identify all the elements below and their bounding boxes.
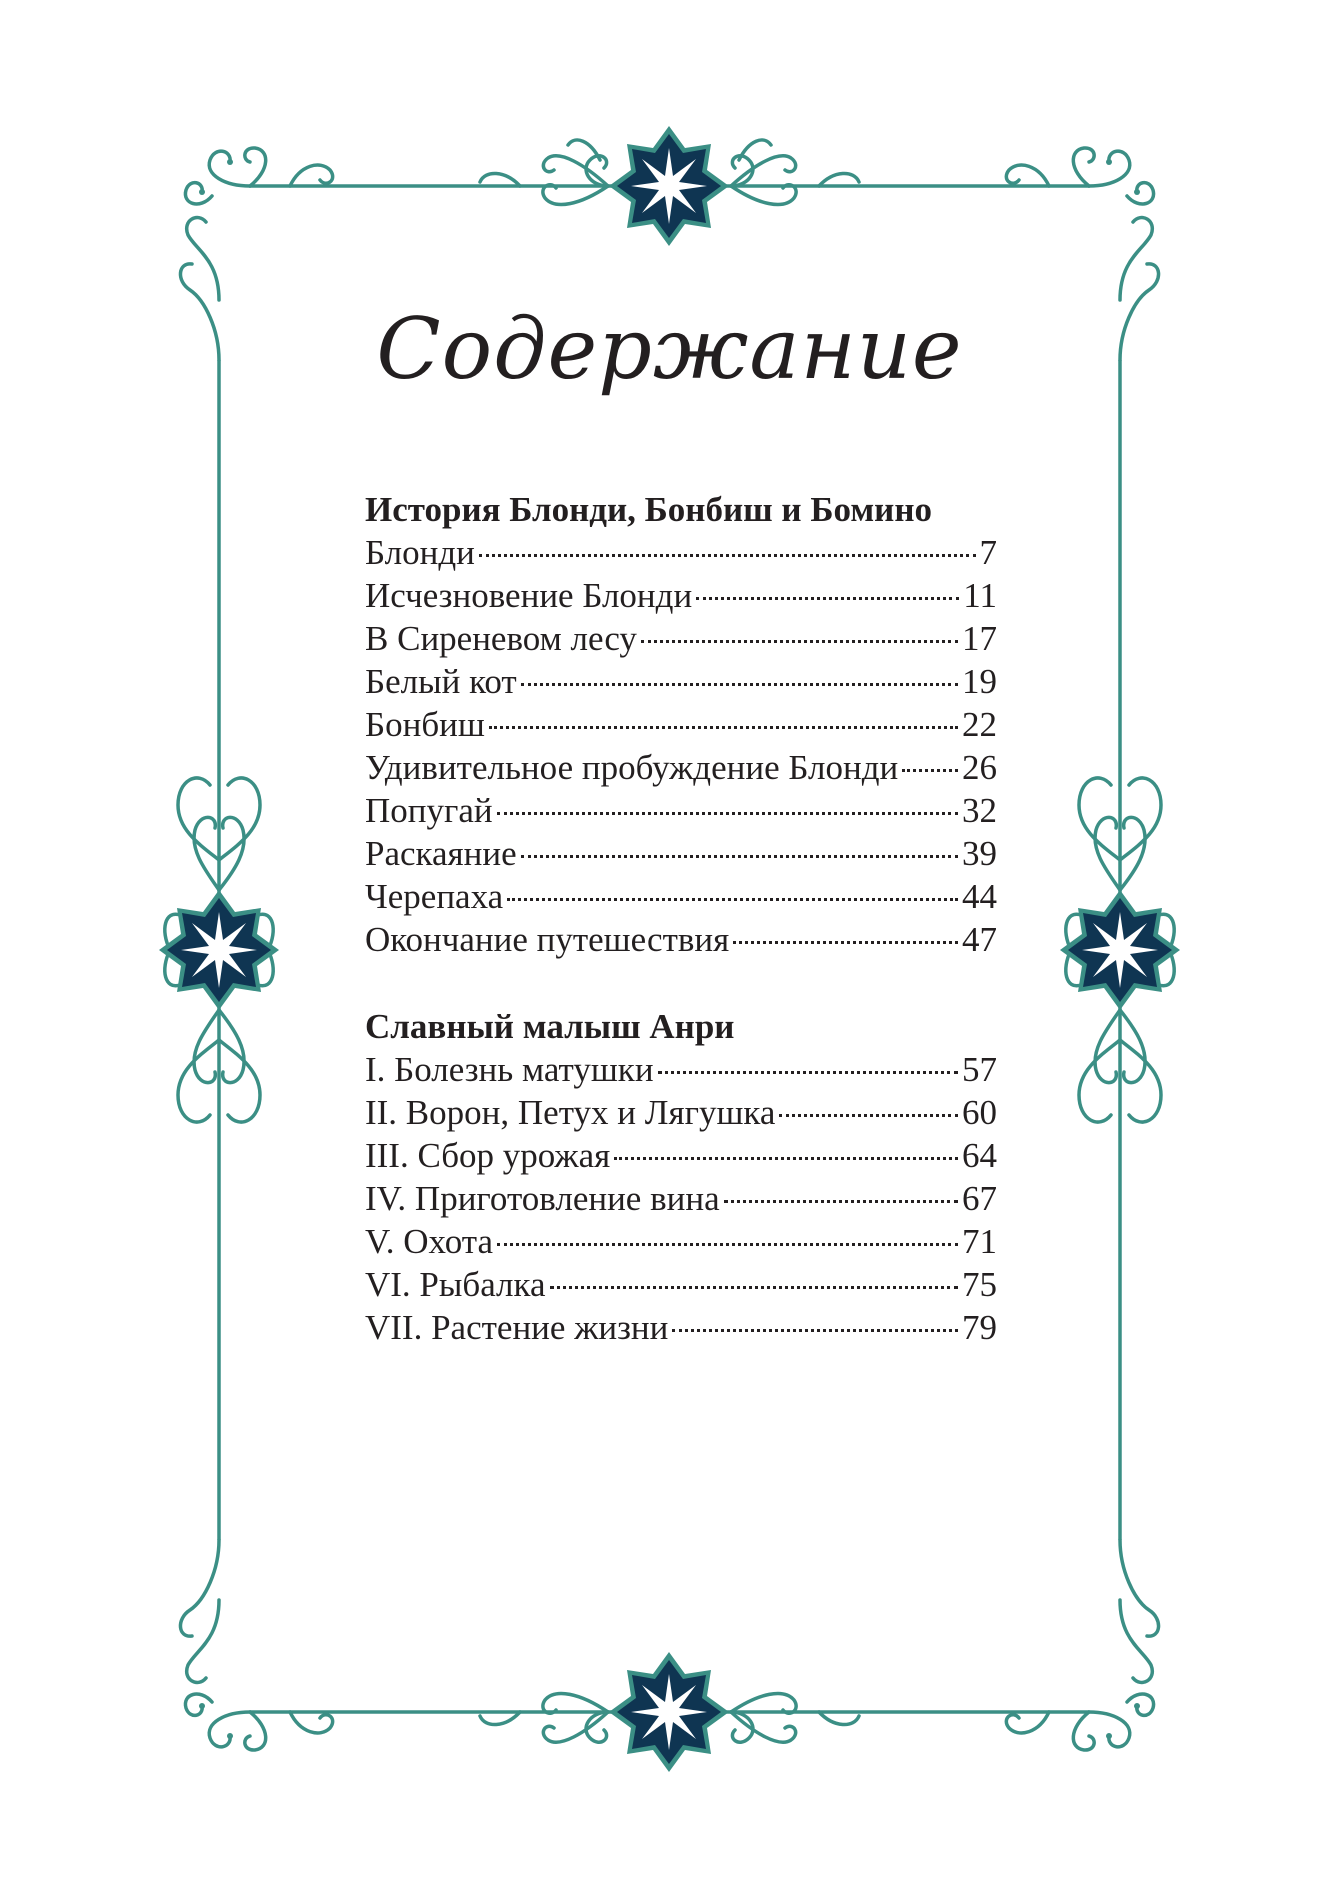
toc-entry xyxy=(365,1134,997,1177)
toc-entry xyxy=(365,789,997,832)
toc-entry-label: Попугай xyxy=(365,791,493,830)
toc-entry-label: Раскаяние xyxy=(365,834,517,873)
section-title: История Блонди, Бонбиш и Бомино xyxy=(365,490,932,529)
dot-leader xyxy=(779,1114,958,1117)
toc-entry-label: I. Болезнь матушки xyxy=(365,1050,654,1089)
toc-entry-page: 57 xyxy=(962,1050,997,1089)
dot-leader xyxy=(696,597,959,600)
toc-entry xyxy=(365,531,997,574)
toc-entry xyxy=(365,1220,997,1263)
dot-leader xyxy=(521,855,958,858)
dot-leader xyxy=(479,554,976,557)
toc-entry-label: Белый кот xyxy=(365,662,517,701)
toc-entry-page: 17 xyxy=(962,619,997,658)
toc-entry xyxy=(365,832,997,875)
dot-leader xyxy=(724,1200,958,1203)
toc-entry xyxy=(365,1306,997,1349)
toc-entry-label: II. Ворон, Петух и Лягушка xyxy=(365,1093,776,1132)
toc-entry-page: 44 xyxy=(962,877,997,916)
page-title: Содержание xyxy=(376,300,963,398)
toc-entry-label: Окончание путешествия xyxy=(365,920,730,959)
toc-entry xyxy=(365,1048,997,1091)
toc-entry-page: 7 xyxy=(979,533,997,572)
dot-leader xyxy=(507,898,958,901)
toc-entry-page: 47 xyxy=(962,920,997,959)
toc-entry-page: 32 xyxy=(962,791,997,830)
dot-leader xyxy=(641,640,958,643)
toc-section-1 xyxy=(365,488,997,961)
toc-entry-label: VII. Растение жизни xyxy=(365,1308,669,1347)
toc-entry-label: Бонбиш xyxy=(365,705,485,744)
toc-entry-label: Черепаха xyxy=(365,877,504,916)
dot-leader xyxy=(489,726,958,729)
dot-leader xyxy=(733,941,958,944)
dot-leader xyxy=(614,1157,958,1160)
dot-leader xyxy=(497,1243,958,1246)
toc-entry xyxy=(365,918,997,961)
toc-entry-page: 64 xyxy=(962,1136,997,1175)
toc-entry xyxy=(365,875,997,918)
toc-entry xyxy=(365,1177,997,1220)
toc-entry-label: V. Охота xyxy=(365,1222,494,1261)
toc-entry xyxy=(365,746,997,789)
dot-leader xyxy=(550,1286,958,1289)
toc-entry-page: 22 xyxy=(962,705,997,744)
toc-entry-page: 39 xyxy=(962,834,997,873)
toc-entry xyxy=(365,1091,997,1134)
toc-entry xyxy=(365,703,997,746)
toc-entry-page: 71 xyxy=(962,1222,997,1261)
toc-entry-page: 19 xyxy=(962,662,997,701)
toc-entry-label: Блонди xyxy=(365,533,475,572)
toc-entry xyxy=(365,660,997,703)
toc-entry-page: 79 xyxy=(962,1308,997,1347)
dot-leader xyxy=(497,812,958,815)
toc-entry-page: 60 xyxy=(962,1093,997,1132)
toc-entry xyxy=(365,1263,997,1306)
dot-leader xyxy=(672,1329,958,1332)
toc-entry xyxy=(365,617,997,660)
dot-leader xyxy=(521,683,958,686)
toc-entry-label: VI. Рыбалка xyxy=(365,1265,546,1304)
section-title: Славный малыш Анри xyxy=(365,1007,735,1046)
toc-entry-label: III. Сбор урожая xyxy=(365,1136,611,1175)
toc-entry-label: В Сиреневом лесу xyxy=(365,619,637,658)
toc-entry-label: IV. Приготовление вина xyxy=(365,1179,720,1218)
toc-entry-label: Исчезновение Блонди xyxy=(365,576,693,615)
toc-entry xyxy=(365,574,997,617)
toc-entry-page: 75 xyxy=(962,1265,997,1304)
dot-leader xyxy=(658,1071,958,1074)
toc-entry-label: Удивительное пробуждение Блонди xyxy=(365,748,899,787)
dot-leader xyxy=(902,769,958,772)
toc-section-2 xyxy=(365,1005,997,1349)
toc-entry-page: 67 xyxy=(962,1179,997,1218)
toc-entry-page: 26 xyxy=(962,748,997,787)
toc-entry-page: 11 xyxy=(963,576,997,615)
